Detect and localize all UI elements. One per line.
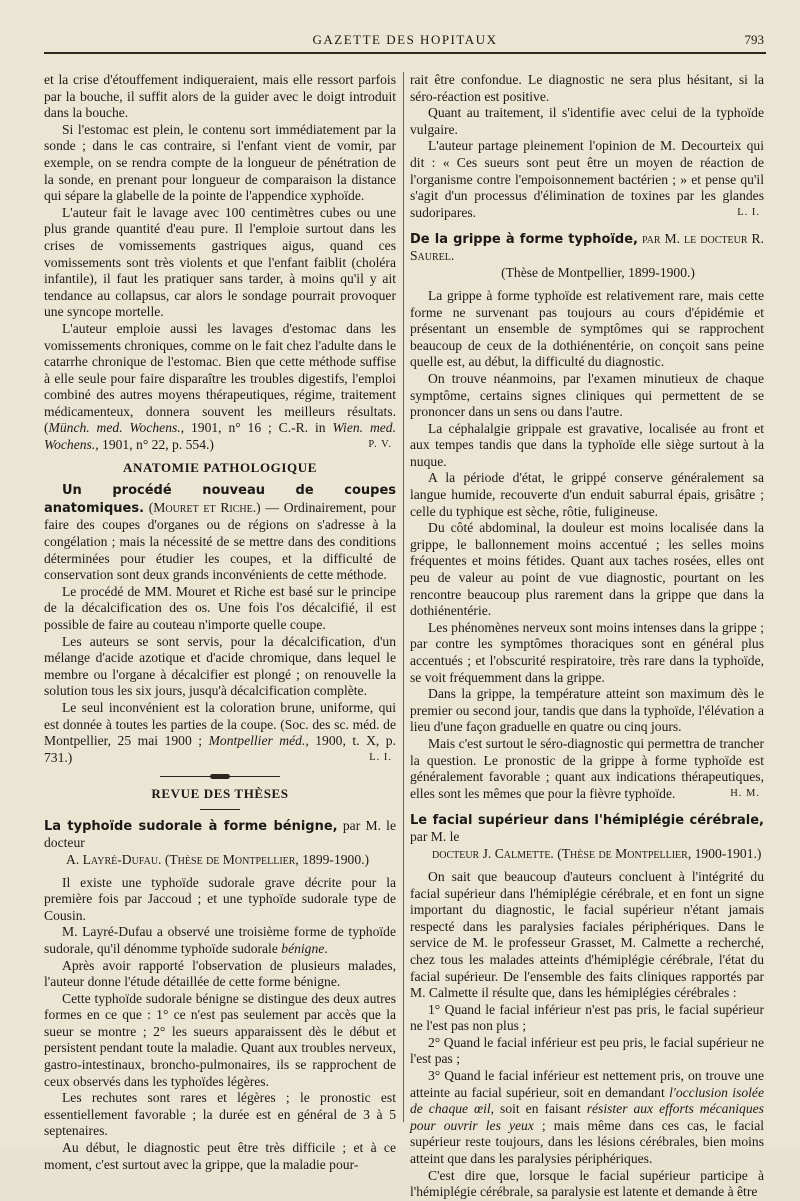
author-initials: L. I. [369, 751, 392, 763]
paragraph-text: L'auteur partage pleinement l'opinion de M. Decourteix qui dit : « Ces sueurs sont peut être un moyen de réaction de l'organisme contre l'empoisonnement bactérien ; » et pense qu'il s'agit d'un processus d'élimination de toxines par les glandes sudoripares. [410, 138, 764, 220]
emphasis: bénigne [281, 940, 325, 956]
article-title [410, 231, 764, 265]
spacer [410, 221, 764, 227]
paragraph-text: — Ordinairement, pour faire des coupes d'organes ou de régions on s'adresse à la congélation ; mais la nécessité de se mettre dans des conditions déterminées pour étudier les coupes, et la difficulté de conservation sont deux grands inconvénients de cette méthode. [44, 499, 396, 583]
article-authors: (Mouret et Riche.) [144, 499, 261, 515]
paragraph: La grippe à forme typhoïde est relativement rare, mais cette forme ne survenant pas toujours au cours d'épidémie et présentant un ensemble de symptômes qui se rapprochent beaucoup de ceux de la dothiénentérie, on conçoit sans peine quelle est, au début, la difficulté du diagnostic. [410, 287, 764, 370]
page-number: 793 [744, 32, 764, 47]
page-header [44, 28, 766, 54]
paragraph-text: , soit en faisant [490, 1101, 587, 1117]
ornament-rule [160, 774, 280, 780]
paragraph-text: , 1901, n° 22, p. 554.) [95, 437, 214, 453]
article-subline: A. Layré-Dufau. (Thèse de Montpellier, 1899-1900.) [66, 851, 370, 867]
paragraph: Cette typhoïde sudorale bénigne se distingue des deux autres formes en ce que : 1° ce n'est pas seulement par accès que la sueur se montre ; 2° les sueurs apparaissent dès le début et persistent pendant toute la maladie. Quant aux troubles nerveux, gastro-intestinaux, broncho-pulmonaires, ils se rapprochent de ceux observés dans les typhoïdes légères. [44, 990, 396, 1089]
paragraph: Les auteurs se sont servis, pour la décalcification, d'un mélange d'acide azotique et d'acide chromique, dans lequel le membre ou l'organe à décalcifier est plongé ; on renouvelle la solution tous les six jours, jusqu'à décalcification complète. [44, 633, 396, 699]
list-item: 1° Quand le facial inférieur n'est pas pris, le facial supérieur ne l'est pas non plus ; [410, 1001, 764, 1034]
paragraph: Si l'estomac est plein, le contenu sort immédiatement par la sonde ; dans le cas contraire, si l'enfant vient de vomir, par exemple, on se rendra compte de la longueur de pénétration de la sonde, en prenant pour longueur de comparaison la distance qui sépare la glabelle de la pointe de l'appendice xyphoïde. [44, 121, 396, 204]
list-item: 2° Quand le facial inférieur est peu pris, le facial supérieur ne l'est pas ; [410, 1034, 764, 1067]
spacer [410, 802, 764, 808]
paragraph: rait être confondue. Le diagnostic ne sera plus hésitant, si la séro-réaction est positive. [410, 72, 764, 104]
paragraph-text: , 1901, n° 16 ; C.-R. in [180, 420, 333, 436]
paragraph: Au début, le diagnostic peut être très difficile ; et à ce moment, c'est surtout avec la grippe, que la maladie pour- [44, 1140, 396, 1172]
paragraph: Il existe une typhoïde sudorale grave décrite pour la première fois par Jaccoud ; et une typhoïde sudorale type de Cousin. [44, 874, 396, 923]
paragraph-text: M. Layré-Dufau a observé une troisième forme de typhoïde sudorale, qu'il dénomme typhoïde sudorale [44, 924, 396, 956]
article-byline: par M. le [410, 829, 460, 845]
paragraph [410, 138, 764, 221]
article-subline: (Thèse de Montpellier, 1899-1900.) [501, 265, 695, 281]
paragraph: Le procédé de MM. Mouret et Riche est basé sur le principe de la décalcification des os. Une fois l'os décalcifié, il est possible de faire au couteau n'importe quelle coupe. [44, 583, 396, 632]
list-item [410, 1068, 764, 1168]
paragraph: A la période d'état, le grippé conserve généralement sa langue humide, recouverte d'un enduit saburral épais, grisâtre ; celle du typhique est sèche, rôtie, fuligineuse. [410, 470, 764, 519]
author-initials: P. V. [368, 439, 392, 451]
paragraph-text: 3° Quand le facial inférieur est nettement pris, on trouve une atteinte au facial supérieur, soit en demandant [410, 1068, 764, 1100]
running-title: GAZETTE DES HOPITAUX [312, 32, 498, 47]
section-heading-theses: REVUE DES THÈSES [151, 786, 289, 802]
paragraph: Après avoir rapporté l'observation de plusieurs malades, l'auteur donne l'étude détaillée de cette forme bénigne. [44, 957, 396, 990]
paragraph: L'auteur fait le lavage avec 100 centimètres cubes ou une plus grande quantité d'eau pure. Il l'emploie surtout dans les crises de vomissements gastriques aigus, quand ces vomissements sont très violents et que l'enfant faiblit (choléra infantile), il faut les pratiquer sans tarder, à moins qu'il y ait tendance au collapsus, car alors le sondage pourrait provoquer une syncope mortelle. [44, 204, 396, 320]
paragraph [44, 700, 396, 766]
paragraph [44, 482, 396, 584]
emphasis: résister aux efforts mécaniques pour ouvrir les yeux [410, 1101, 764, 1133]
article-byline: par M. le docteur R. Saurel. [410, 231, 764, 264]
section-heading-anatomy: ANATOMIE PATHOLOGIQUE [122, 459, 318, 475]
author-initials: L. I. [737, 206, 760, 218]
paragraph: Dans la grippe, la température atteint son maximum dès le premier ou second jour, tandis que dans la typhoïde, l'élévation a lieu d'une façon graduelle en quatre ou cinq jours. [410, 686, 764, 735]
paragraph: On sait que beaucoup d'auteurs concluent à l'intégrité du facial supérieur dans l'hémiplégie cérébrale, et en font un signe important du diagnostic, le facial supérieur n'étant jamais respecté dans les paralysies faciales périphériques. Dans le service de M. le professeur Grasset, M. Calmette a recherché, chez tous les malades atteints d'hémiplégie cérébrale, l'état du facial supérieur. De l'ensemble des faits cliniques rapportés par M. Calmette il résulte que, dans les hémiplégies cérébrales : [410, 868, 764, 1001]
article-byline: par M. le docteur [44, 817, 396, 850]
article-title [410, 812, 764, 846]
reference-title: Montpellier méd. [208, 733, 306, 749]
paragraph: Les rechutes sont rares et légères ; le pronostic est essentiellement favorable ; la durée est en général de 3 à 5 septenaires. [44, 1090, 396, 1139]
article-subline: docteur J. Calmette. (Thèse de Montpellier, 1900-1901.) [432, 846, 762, 862]
paragraph: Du côté abdominal, la douleur est moins localisée dans la grippe, le ballonnement moins accentué ; les selles moins fréquentes et moins fétides. Quant aux taches rosées, elles ont peu de valeur au point de vue diagnostic, pourtant on les rencontre beaucoup plus rarement dans la grippe que dans la dothiénentérie. [410, 520, 764, 619]
paragraph-text: Le seul inconvénient est la coloration brune, uniforme, qui est donnée à toutes les parties de la coupe. (Soc. des sc. méd. de Montpellier, 25 mai 1900 ; [44, 699, 396, 749]
paragraph: On trouve néanmoins, par l'examen minutieux de chaque symptôme, certains signes cliniques qui permettent de se prononcer dans un sens ou dans l'autre. [410, 370, 764, 420]
paragraph-text: , 1900, t. X, p. 731.) [44, 733, 397, 765]
article-title-text: De la grippe à forme typhoïde, [410, 232, 638, 248]
paragraph: C'est dire que, lorsque le facial supérieur participe à l'hémiplégie cérébrale, sa paralysie est latente et demande à être [410, 1167, 764, 1200]
paragraph-text: ; mais même dans ces cas, le facial supérieur reste toujours, dans les lésions cérébrales, bien moins atteint que dans les paralysies périphériques. [410, 1117, 765, 1167]
column-divider [403, 72, 404, 1122]
paragraph-text: Mais c'est surtout le séro-diagnostic qui permettra de trancher la question. Le pronostic de la grippe à forme typhoïde est généralement favorable ; quant aux indications thérapeutiques, elles sont les mêmes que pour la fièvre typhoïde. [410, 735, 764, 801]
paragraph-text: L'auteur emploie aussi les lavages d'estomac dans les vomissements chroniques, comme on le fait chez l'adulte dans le catarrhe chronique de l'estomac. Bien que cette méthode suffise à elle seule pour faire disparaître les troubles digestifs, l'emploi combiné des autres moyens thérapeutiques, régime, traitement médicamenteux, donnera souvent les meilleurs résultats. ( [44, 320, 396, 436]
reference-title: Wien. med. Wochens. [44, 420, 396, 453]
article-title-text: Le facial supérieur dans l'hémiplégie cérébrale, [410, 813, 764, 829]
article-title [44, 818, 396, 852]
paragraph: et la crise d'étouffement indiqueraient, mais elle ressort parfois par la bouche, il suffit alors de la guider avec le doigt introduit dans la bouche. [44, 72, 396, 121]
paragraph: La céphalalgie grippale est gravative, localisée au front et aux tempes tandis que dans la typhoïde elle siège surtout à la nuque. [410, 420, 764, 469]
right-column [410, 72, 764, 1201]
article-title-text: La typhoïde sudorale à forme bénigne, [44, 818, 338, 834]
article-lead: Un procédé nouveau de coupes anatomiques. [44, 483, 396, 516]
paragraph: Quant au traitement, il s'identifie avec celui de la typhoïde vulgaire. [410, 105, 764, 137]
emphasis: l'occlusion isolée de chaque œil [410, 1084, 764, 1117]
paragraph [44, 321, 396, 454]
paragraph: M. Layré-Dufau a observé une troisième forme de typhoïde sudorale, qu'il dénomme typhoïde sudorale bénigne. [44, 924, 396, 956]
short-rule [200, 809, 240, 810]
reference-title: Münch. med. Wochens. [48, 420, 181, 436]
paragraph: Les phénomènes nerveux sont moins intenses dans la grippe ; par contre les symptômes thoraciques sont en général plus accentués ; et l'obscurité respiratoire, très rare dans la typhoïde, se voit fréquemment dans la grippe. [410, 619, 764, 685]
left-column [44, 72, 396, 1173]
paragraph [410, 736, 764, 802]
author-initials: H. M. [730, 787, 760, 799]
